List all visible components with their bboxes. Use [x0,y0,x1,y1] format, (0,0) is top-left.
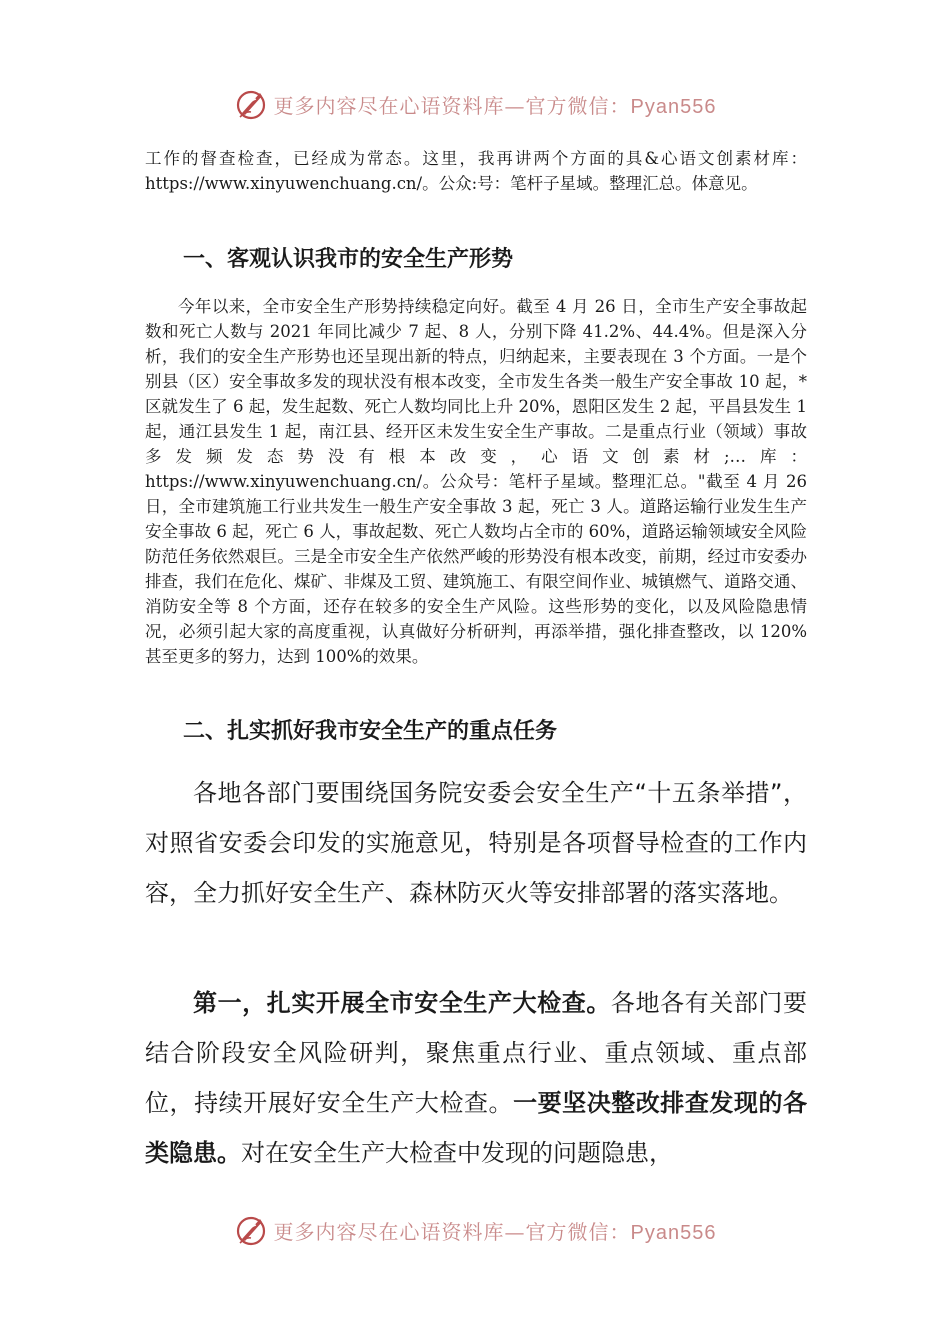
quill-logo-icon [234,1213,268,1247]
point1-paragraph [145,978,807,1178]
footer-banner [0,1210,950,1250]
section2-heading-block [145,714,807,745]
section2-point1 [145,978,807,1178]
section1-body [145,294,807,669]
section2-heading: 二、扎实抓好我市安全生产的重点任务 [183,719,558,744]
point1-title: 第一，扎实开展全市安全生产大检查。 [193,989,611,1017]
header-banner [0,84,950,124]
footer-banner-text: 更多内容尽在心语资料库—官方微信： [273,1219,631,1244]
section2-body [145,768,807,918]
quill-logo-icon [234,87,268,121]
section2-paragraph: 各地各部门要围绕国务院安委会安全生产“十五条举措”，对照省安委会印发的实施意见，特别是各项督导检查的工作内容，全力抓好安全生产、森林防灭火等安排部署的落实落地。 [145,779,807,907]
point1-text: 各地各有关部门要结合阶段安全风险研判，聚焦重点行业、重点领域、重点部位，持续开展好安全生产大检查。 [145,989,808,1117]
section1-paragraph: 今年以来，全市安全生产形势持续稳定向好。截至 4 月 26 日，全市生产安全事故起数和死亡人数与 2021 年同比减少 7 起、8 人，分别下降 41.2%、44.4%。但是深入分析，我们的安全生产形势也还呈现出新的特点，归纳起来，主要表现在 3 个方面。一是个别县（区）安全事故多发的现状没有根本改变，全市发生各类一般生产安全事故 10 起，*区就发生了 6 起，发生起数、死亡人数均同比上升 20%，恩阳区发生 2 起，平昌县发生 1 起，通江县发生 1 起，南江县、经开区未发生安全生产事故。二是重点行业（领域）事故多发频发态势没有根本改变，心语文创素材;…库：https://www.xinyuwenchuang.cn/。公众号：笔杆子星域。整理汇总。"截至 4 月 26 日，全市建筑施工行业共发生一般生产安全事故 3 起，死亡 3 人。道路运输行业发生生产安全事故 6 起，死亡 6 人，事故起数、死亡人数均占全市的 60%，道路运输领域安全风险防范任务依然艰巨。三是全市安全生产依然严峻的形势没有根本改变，前期，经过市安委办排查，我们在危化、煤矿、非煤及工贸、建筑施工、有限空间作业、城镇燃气、道路交通、消防安全等 8 个方面，还存在较多的安全生产风险。这些形势的变化，以及风险隐患情况，必须引起大家的高度重视，认真做好分析研判，再添举措，强化排查整改，以 120%甚至更多的努力，达到 100%的效果。 [145,297,807,666]
intro-block [145,146,807,196]
footer-wechat-id: Pyan556 [630,1221,717,1244]
header-wechat-id: Pyan556 [630,95,717,118]
header-banner-text: 更多内容尽在心语资料库—官方微信： [273,93,631,118]
point1-sub-text: 对在安全生产大检查中发现的问题隐患， [241,1139,673,1167]
point1-sub-title: 一要坚决整改排查发现的各类隐患。 [145,1089,808,1167]
section1-heading-block [145,242,807,273]
intro-paragraph: 工作的督查检查，已经成为常态。这里，我再讲两个方面的具&心语文创素材库：https://www.xinyuwenchuang.cn/。公众:号：笔杆子星域。整理汇总。体意见。 [145,149,807,193]
section1-heading: 一、客观认识我市的安全生产形势 [183,247,514,272]
